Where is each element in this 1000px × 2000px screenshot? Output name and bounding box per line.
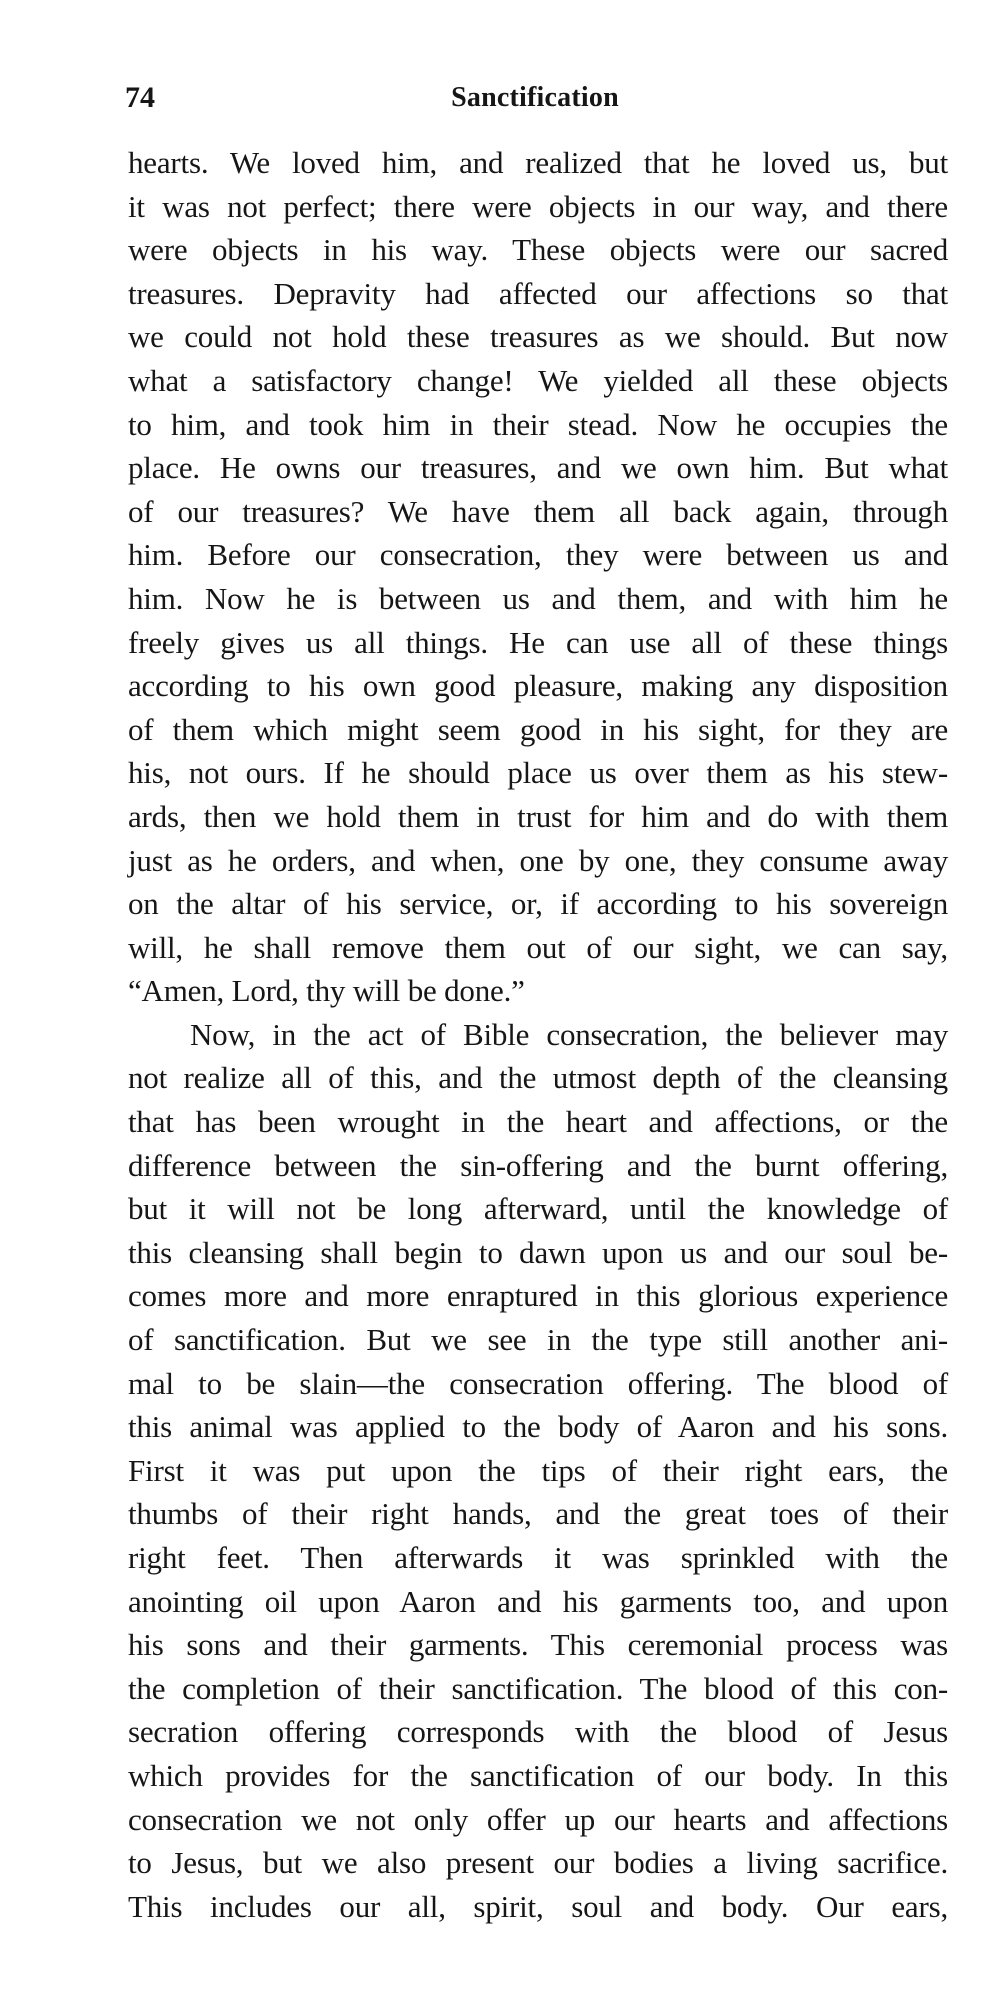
text-line: on the altar of his service, or, if according to his sovereign: [128, 886, 948, 922]
text-line: will, he shall remove them out of our sight, we can say,: [128, 929, 948, 965]
text-line: mal to be slain—the consecration offering. The blood of: [128, 1365, 948, 1401]
text-line: place. He owns our treasures, and we own him. But what: [128, 450, 948, 486]
text-line: thumbs of their right hands, and the great toes of their: [128, 1496, 948, 1532]
text-line: which provides for the sanctification of our body. In this: [128, 1757, 948, 1793]
text-line: right feet. Then afterwards it was sprinkled with the: [128, 1540, 948, 1575]
text-line: of our treasures? We have them all back again, through: [128, 493, 948, 529]
page-number: 74: [125, 81, 155, 114]
text-line: of sanctification. But we see in the type still another ani-: [128, 1322, 948, 1358]
text-line: treasures. Depravity had affected our affections so that: [128, 275, 948, 311]
page-header: [125, 78, 945, 118]
text-line: that has been wrought in the heart and affections, or the: [128, 1104, 948, 1140]
text-line: according to his own good pleasure, making any disposition: [128, 668, 948, 704]
text-line: not realize all of this, and the utmost depth of the cleansing: [128, 1060, 948, 1096]
text-line: what a satisfactory change! We yielded all these objects: [128, 362, 948, 398]
text-line: this cleansing shall begin to dawn upon us and our soul be-: [128, 1234, 948, 1270]
text-line: to him, and took him in their stead. Now he occupies the: [128, 406, 948, 442]
text-line: freely gives us all things. He can use all of these things: [128, 624, 948, 660]
text-line: him. Before our consecration, they were between us and: [128, 537, 948, 573]
text-line: this animal was applied to the body of Aaron and his sons.: [128, 1409, 948, 1445]
text-line: his sons and their garments. This ceremonial process was: [128, 1627, 948, 1663]
text-line: anointing oil upon Aaron and his garments too, and upon: [128, 1583, 948, 1619]
text-line: we could not hold these treasures as we should. But now: [128, 319, 948, 355]
running-title: Sanctification: [451, 82, 619, 113]
text-line: his, not ours. If he should place us over them as his stew-: [128, 755, 948, 791]
text-line: Now, in the act of Bible consecration, the believer may: [190, 1016, 948, 1052]
text-line: First it was put upon the tips of their right ears, the: [128, 1452, 948, 1488]
text-line: This includes our all, spirit, soul and body. Our ears,: [128, 1888, 948, 1924]
text-line: just as he orders, and when, one by one, they consume away: [128, 842, 948, 878]
text-line: of them which might seem good in his sight, for they are: [128, 711, 948, 747]
text-line: hearts. We loved him, and realized that he loved us, but: [128, 145, 948, 180]
text-line: him. Now he is between us and them, and with him he: [128, 580, 948, 616]
text-line: ards, then we hold them in trust for him and do with them: [128, 798, 948, 834]
body-text: [128, 141, 948, 1928]
text-line: difference between the sin-offering and the burnt offering,: [128, 1147, 948, 1183]
text-line: to Jesus, but we also present our bodies a living sacrifice.: [128, 1845, 948, 1881]
text-line: it was not perfect; there were objects in our way, and there: [128, 188, 948, 224]
text-line: “Amen, Lord, thy will be done.”: [128, 973, 525, 1009]
text-line: the completion of their sanctification. The blood of this con-: [128, 1670, 948, 1706]
text-line: but it will not be long afterward, until the knowledge of: [128, 1191, 948, 1227]
text-line: were objects in his way. These objects were our sacred: [128, 232, 948, 268]
text-line: comes more and more enraptured in this glorious experience: [128, 1278, 948, 1314]
text-line: consecration we not only offer up our hearts and affections: [128, 1801, 948, 1837]
text-line: secration offering corresponds with the blood of Jesus: [128, 1714, 948, 1750]
